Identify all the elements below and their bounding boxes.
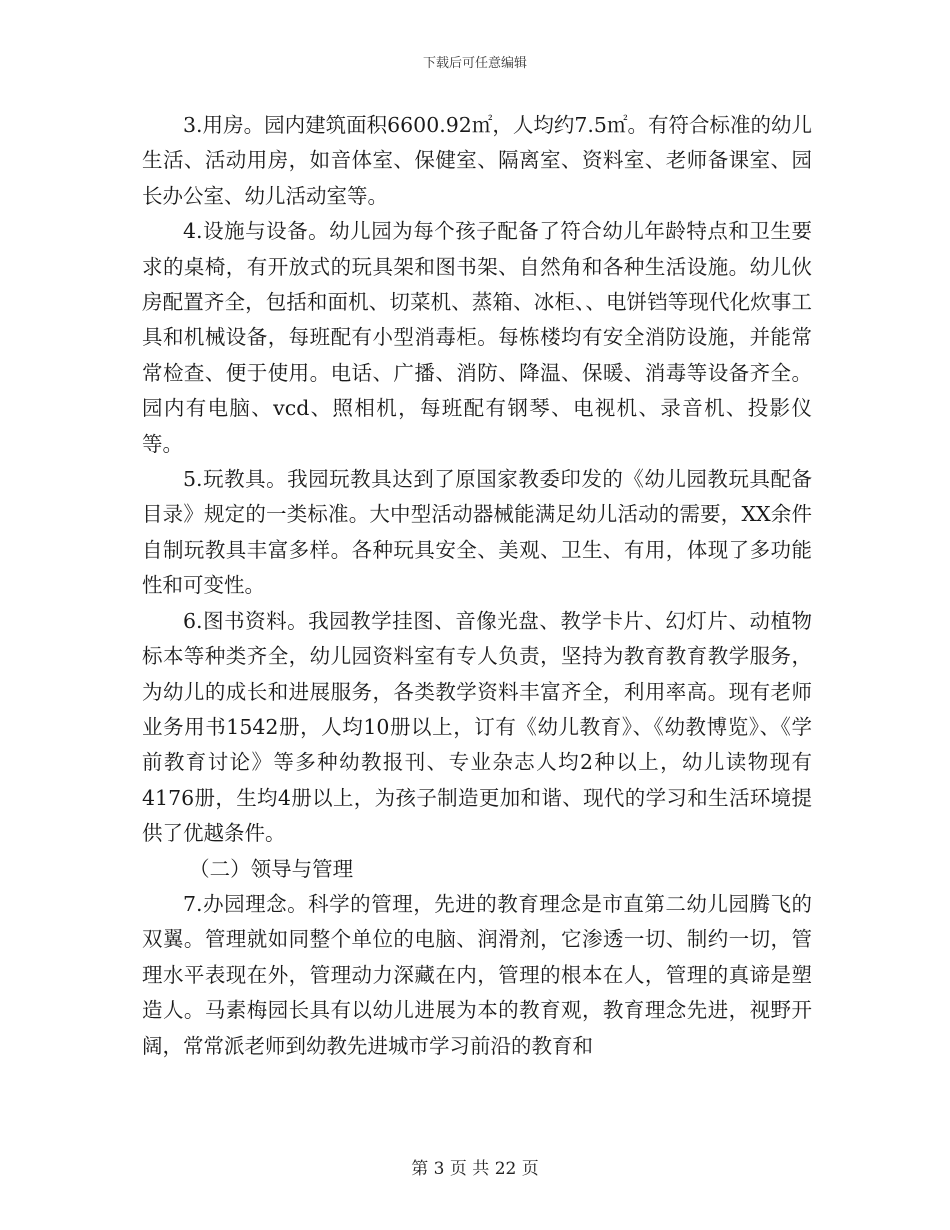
paragraph-philosophy: 7.办园理念。科学的管理，先进的教育理念是市直第二幼儿园腾飞的双翼。管理就如同整个单位的电脑、润滑剂，它渗透一切、制约一切，管理水平表现在外，管理动力深藏在内，管理的根本在人，管理的真谛是塑造人。马素梅园长具有以幼儿进展为本的教育观，教育理念先进，视野开阔，常常派老师到幼教先进城市学习前沿的教育和 [142,891,812,1058]
paragraph-toys: 5.玩教具。我园玩教具达到了原国家教委印发的《幼儿园教玩具配备目录》规定的一类标准。大中型活动器械能满足幼儿活动的需要，XX余件自制玩教具丰富多样。各种玩具安全、美观、卫生、有用，体现了多功能性和可变性。 [142,467,812,598]
document-body [142,108,812,1064]
paragraph-facilities: 4.设施与设备。幼儿园为每个孩子配备了符合幼儿年龄特点和卫生要求的桌椅，有开放式的玩具架和图书架、自然角和各种生活设施。幼儿伙房配置齐全，包括和面机、切菜机、蒸箱、冰柜、、电饼铛等现代化炊事工具和机械设备，每班配有小型消毒柜。每栋楼均有安全消防设施，并能常常检查、便于使用。电话、广播、消防、降温、保暖、消毒等设备齐全。园内有电脑、vcd、照相机，每班配有钢琴、电视机、录音机、投影仪等。 [142,219,812,456]
paragraph-books: 6.图书资料。我园教学挂图、音像光盘、教学卡片、幻灯片、动植物标本等种类齐全，幼儿园资料室有专人负责，坚持为教育教育教学服务，为幼儿的成长和进展服务，各类教学资料丰富齐全，利用率高。现有老师业务用书1542册，人均10册以上，订有《幼儿教育》、《幼教博览》、《学前教育讨论》等多种幼教报刊、专业杂志人均2种以上，幼儿读物现有4176册，生均4册以上，为孩子制造更加和谐、现代的学习和生活环境提供了优越条件。 [142,608,812,846]
page-header-note: 下载后可任意编辑 [422,56,527,71]
section-heading: （二）领导与管理 [189,856,354,881]
paragraph-housing: 3.用房。园内建筑面积6600.92㎡，人均约7.5㎡。有符合标准的幼儿生活、活动用房，如音体室、保健室、隔离室、资料室、老师备课室、园长办公室、幼儿活动室等。 [142,113,812,208]
page-number: 第 3 页 共 22 页 [411,1159,539,1179]
